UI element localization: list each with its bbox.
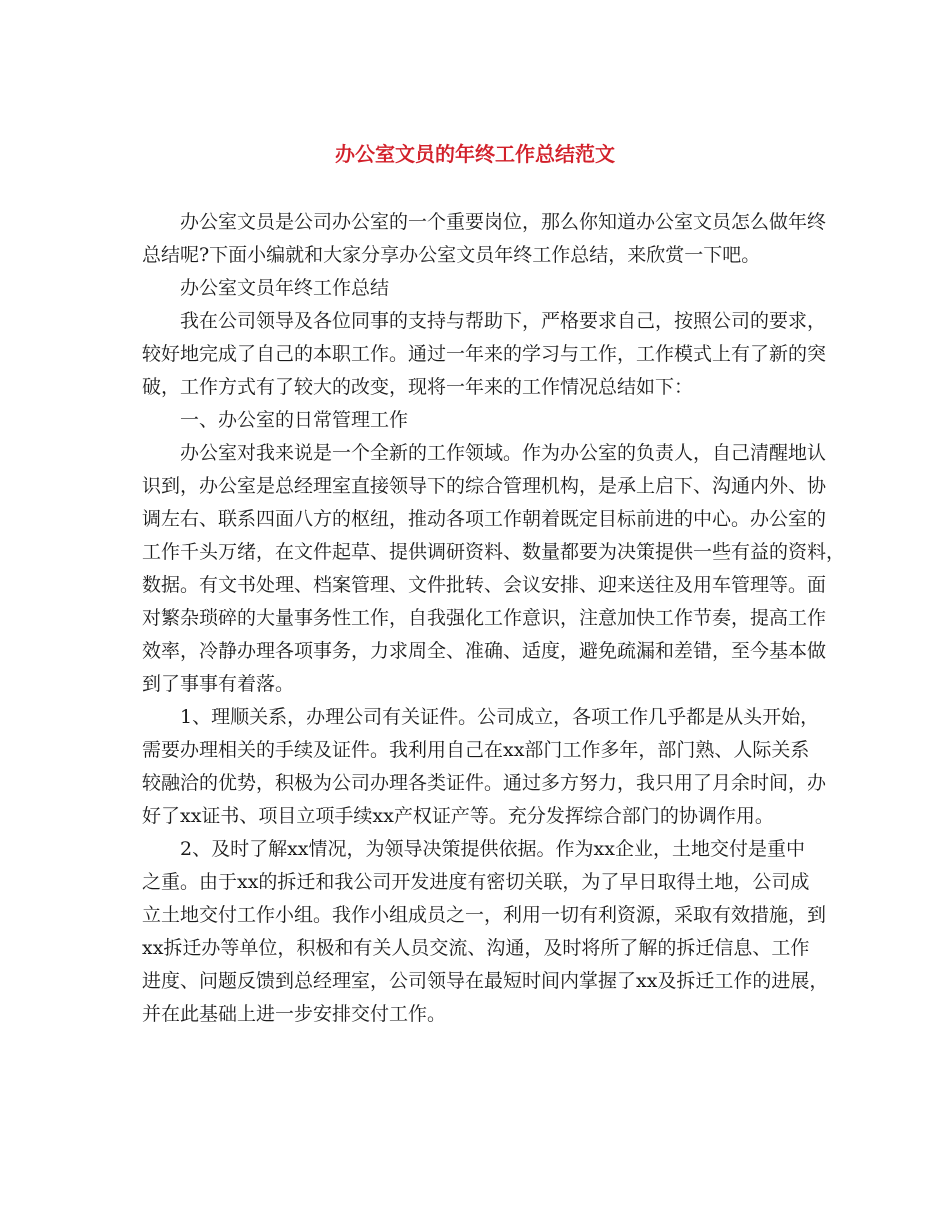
text-line: 较好地完成了自己的本职工作。通过一年来的学习与工作，工作模式上有了新的突	[142, 343, 827, 365]
text-line: 识到，办公室是总经理室直接领导下的综合管理机构，是承上启下、沟通内外、协	[142, 475, 827, 497]
text-line: 总结呢?下面小编就和大家分享办公室文员年终工作总结，来欣赏一下吧。	[142, 244, 761, 266]
text-line: 效率，冷静办理各项事务，力求周全、准确、适度，避免疏漏和差错，至今基本做	[142, 640, 827, 662]
text-line: 进度、问题反馈到总经理室，公司领导在最短时间内掌握了xx及拆迁工作的进展，	[142, 970, 829, 992]
text-line: 办公室文员年终工作总结	[180, 277, 390, 299]
text-line: 好了xx证书、项目立项手续xx产权证产等。充分发挥综合部门的协调作用。	[142, 805, 774, 827]
text-line: 数据。有文书处理、档案管理、文件批转、会议安排、迎来送往及用车管理等。面	[142, 574, 827, 596]
text-line: xx拆迁办等单位，积极和有关人员交流、沟通，及时将所了解的拆迁信息、工作	[142, 937, 810, 959]
text-line: 之重。由于xx的拆迁和我公司开发进度有密切关联，为了早日取得土地，公司成	[142, 871, 810, 893]
text-line: 工作千头万绪，在文件起草、提供调研资料、数量都要为决策提供一些有益的资料，	[142, 541, 846, 563]
text-line: 破，工作方式有了较大的改变，现将一年来的工作情况总结如下：	[142, 376, 694, 398]
text-line: 办公室文员是公司办公室的一个重要岗位，那么你知道办公室文员怎么做年终	[180, 211, 827, 233]
text-line: 立土地交付工作小组。我作小组成员之一，利用一切有利资源，采取有效措施，到	[142, 904, 827, 926]
text-line: 一、办公室的日常管理工作	[180, 409, 409, 431]
text-line: 调左右、联系四面八方的枢纽，推动各项工作朝着既定目标前进的中心。办公室的	[142, 508, 827, 530]
text-line: 到了事事有着落。	[142, 673, 295, 695]
text-line: 我在公司领导及各位同事的支持与帮助下，严格要求自己，按照公司的要求，	[180, 310, 827, 332]
document-body	[142, 206, 846, 1031]
text-line: 需要办理相关的手续及证件。我利用自己在xx部门工作多年，部门熟、人际关系	[142, 739, 810, 761]
text-line: 1、理顺关系，办理公司有关证件。公司成立，各项工作几乎都是从头开始，	[180, 706, 820, 728]
text-line: 办公室对我来说是一个全新的工作领域。作为办公室的负责人，自己清醒地认	[180, 442, 827, 464]
document-title: 办公室文员的年终工作总结范文	[335, 142, 615, 166]
text-line: 2、及时了解xx情况，为领导决策提供依据。作为xx企业，土地交付是重中	[180, 838, 805, 860]
text-line: 对繁杂琐碎的大量事务性工作，自我强化工作意识，注意加快工作节奏，提高工作	[142, 607, 827, 629]
text-line: 较融洽的优势，积极为公司办理各类证件。通过多方努力，我只用了月余时间，办	[142, 772, 827, 794]
text-line: 并在此基础上进一步安排交付工作。	[142, 1003, 447, 1025]
